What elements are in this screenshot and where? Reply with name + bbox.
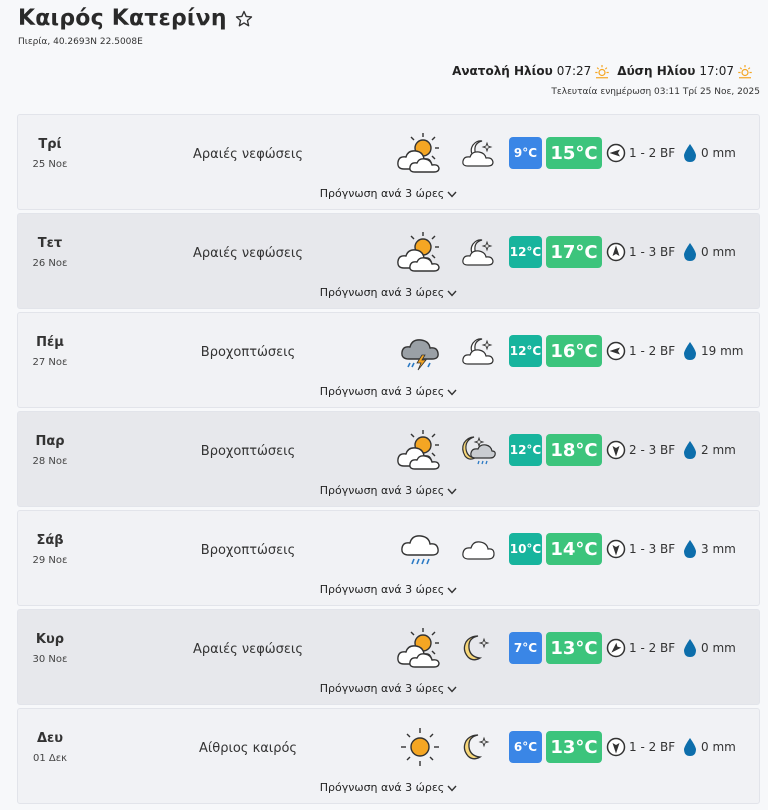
chevron-down-icon [447, 488, 457, 495]
day-row[interactable] [17, 609, 760, 705]
hourly-forecast-label: Πρόγνωση ανά 3 ώρες [319, 682, 445, 695]
temp-min-badge: 12°C [509, 434, 542, 466]
raindrop-icon [682, 242, 698, 262]
temp-min-badge: 12°C [509, 236, 542, 268]
day-date: 30 Νοε [32, 654, 68, 665]
rain-amount: 3 mm [701, 542, 736, 556]
moon-cloud-icon [460, 236, 496, 268]
raindrop-icon [682, 143, 698, 163]
hourly-forecast-label: Πρόγνωση ανά 3 ώρες [319, 187, 445, 200]
day-name: Δευ [36, 731, 64, 746]
weather-description: Αραιές νεφώσεις [193, 642, 303, 657]
temp-max-badge: 14°C [546, 533, 602, 565]
hourly-forecast-label: Πρόγνωση ανά 3 ώρες [319, 385, 445, 398]
sunset-icon [736, 62, 754, 80]
hourly-forecast-label: Πρόγνωση ανά 3 ώρες [319, 781, 445, 794]
chevron-down-icon [447, 290, 457, 297]
location-coords: Πιερία, 40.2693N 22.5008E [18, 37, 143, 47]
hourly-forecast-label: Πρόγνωση ανά 3 ώρες [319, 484, 445, 497]
day-row[interactable] [17, 312, 760, 408]
weather-description: Βροχοπτώσεις [200, 543, 296, 558]
day-row[interactable] [17, 114, 760, 210]
cloud-icon [460, 533, 496, 565]
hourly-forecast-toggle[interactable] [18, 682, 759, 695]
day-date: 25 Νοε [32, 159, 68, 170]
wind-direction-icon [606, 737, 626, 757]
temp-max-badge: 16°C [546, 335, 602, 367]
chevron-down-icon [447, 191, 457, 198]
chevron-down-icon [447, 389, 457, 396]
sun-times [452, 62, 760, 80]
day-name: Κυρ [35, 632, 65, 647]
hourly-forecast-toggle[interactable] [18, 484, 759, 497]
rain-info [682, 341, 743, 361]
cloud-rain-icon [395, 527, 445, 571]
day-row[interactable] [17, 708, 760, 804]
chevron-down-icon [447, 785, 457, 792]
temp-min-badge: 6°C [509, 731, 542, 763]
rain-amount: 0 mm [701, 641, 736, 655]
rain-info [682, 539, 736, 559]
chevron-down-icon [447, 686, 457, 693]
day-row[interactable] [17, 510, 760, 606]
day-date: 01 Δεκ [32, 753, 68, 764]
sunrise-time: 07:27 [556, 64, 592, 78]
day-name: Τρί [38, 137, 62, 152]
sun-cloud-icon [395, 428, 445, 472]
wind-speed: 1 - 2 BF [629, 344, 676, 358]
weather-description: Βροχοπτώσεις [200, 444, 296, 459]
day-date: 29 Νοε [32, 555, 68, 566]
temp-max-badge: 13°C [546, 731, 602, 763]
raindrop-icon [682, 440, 698, 460]
raindrop-icon [682, 539, 698, 559]
wind-direction-icon [606, 242, 626, 262]
day-name: Σάβ [36, 533, 64, 548]
moon-icon [460, 731, 496, 763]
last-updated: Τελευταία ενημέρωση 03:11 Τρί 25 Νοε, 2025 [551, 87, 760, 97]
wind-speed: 1 - 3 BF [629, 245, 676, 259]
rain-info [682, 440, 736, 460]
raindrop-icon [682, 737, 698, 757]
rain-info [682, 737, 736, 757]
wind-speed: 1 - 2 BF [629, 641, 676, 655]
wind-info [606, 341, 675, 361]
wind-info [606, 737, 675, 757]
rain-info [682, 242, 736, 262]
wind-speed: 1 - 3 BF [629, 542, 676, 556]
weather-description: Βροχοπτώσεις [200, 345, 296, 360]
temp-min-badge: 12°C [509, 335, 542, 367]
moon-icon [460, 632, 496, 664]
wind-speed: 1 - 2 BF [629, 740, 676, 754]
sunrise-label: Ανατολή Ηλίου [452, 64, 553, 78]
temp-max-badge: 18°C [546, 434, 602, 466]
thunder-rain-icon [395, 329, 445, 373]
sunrise-icon [593, 62, 611, 80]
day-name: Τετ [37, 236, 63, 251]
hourly-forecast-toggle[interactable] [18, 583, 759, 596]
wind-direction-icon [606, 341, 626, 361]
wind-info [606, 440, 675, 460]
hourly-forecast-toggle[interactable] [18, 385, 759, 398]
day-name: Πέμ [36, 335, 64, 350]
sun-cloud-icon [395, 131, 445, 175]
wind-direction-icon [606, 539, 626, 559]
rain-amount: 2 mm [701, 443, 736, 457]
title-row [18, 6, 253, 31]
rain-amount: 0 mm [701, 740, 736, 754]
temp-max-badge: 17°C [546, 236, 602, 268]
sun-icon [395, 725, 445, 769]
daily-forecast-list [17, 114, 760, 807]
raindrop-icon [682, 341, 698, 361]
wind-info [606, 539, 675, 559]
day-name: Παρ [35, 434, 65, 449]
page-header [0, 0, 768, 112]
wind-direction-icon [606, 143, 626, 163]
raindrop-icon [682, 638, 698, 658]
chevron-down-icon [447, 587, 457, 594]
weather-description: Αραιές νεφώσεις [193, 246, 303, 261]
hourly-forecast-label: Πρόγνωση ανά 3 ώρες [319, 286, 445, 299]
hourly-forecast-toggle[interactable] [18, 187, 759, 200]
day-date: 28 Νοε [32, 456, 68, 467]
wind-speed: 2 - 3 BF [629, 443, 676, 457]
moon-cloud-icon [460, 137, 496, 169]
sun-cloud-icon [395, 626, 445, 670]
moon-rain-icon [460, 434, 496, 466]
weather-description: Αραιές νεφώσεις [193, 147, 303, 162]
sunset-time: 17:07 [699, 64, 734, 78]
day-row[interactable] [17, 213, 760, 309]
wind-direction-icon [606, 638, 626, 658]
weather-description: Αίθριος καιρός [198, 741, 298, 756]
wind-speed: 1 - 2 BF [629, 146, 676, 160]
temp-max-badge: 13°C [546, 632, 602, 664]
temp-max-badge: 15°C [546, 137, 602, 169]
temp-min-badge: 7°C [509, 632, 542, 664]
temp-min-badge: 10°C [509, 533, 542, 565]
rain-amount: 0 mm [701, 245, 736, 259]
page-title: Καιρός Κατερίνη [18, 6, 227, 31]
rain-info [682, 143, 736, 163]
sunset-label: Δύση Ηλίου [617, 64, 696, 78]
day-row[interactable] [17, 411, 760, 507]
rain-amount: 0 mm [701, 146, 736, 160]
temp-min-badge: 9°C [509, 137, 542, 169]
star-icon[interactable] [235, 10, 253, 28]
wind-direction-icon [606, 440, 626, 460]
hourly-forecast-toggle[interactable] [18, 781, 759, 794]
hourly-forecast-toggle[interactable] [18, 286, 759, 299]
moon-cloud-icon [460, 335, 496, 367]
day-date: 27 Νοε [32, 357, 68, 368]
wind-info [606, 242, 675, 262]
day-date: 26 Νοε [32, 258, 68, 269]
hourly-forecast-label: Πρόγνωση ανά 3 ώρες [319, 583, 445, 596]
sun-cloud-icon [395, 230, 445, 274]
rain-amount: 19 mm [701, 344, 744, 358]
wind-info [606, 638, 675, 658]
wind-info [606, 143, 675, 163]
rain-info [682, 638, 736, 658]
